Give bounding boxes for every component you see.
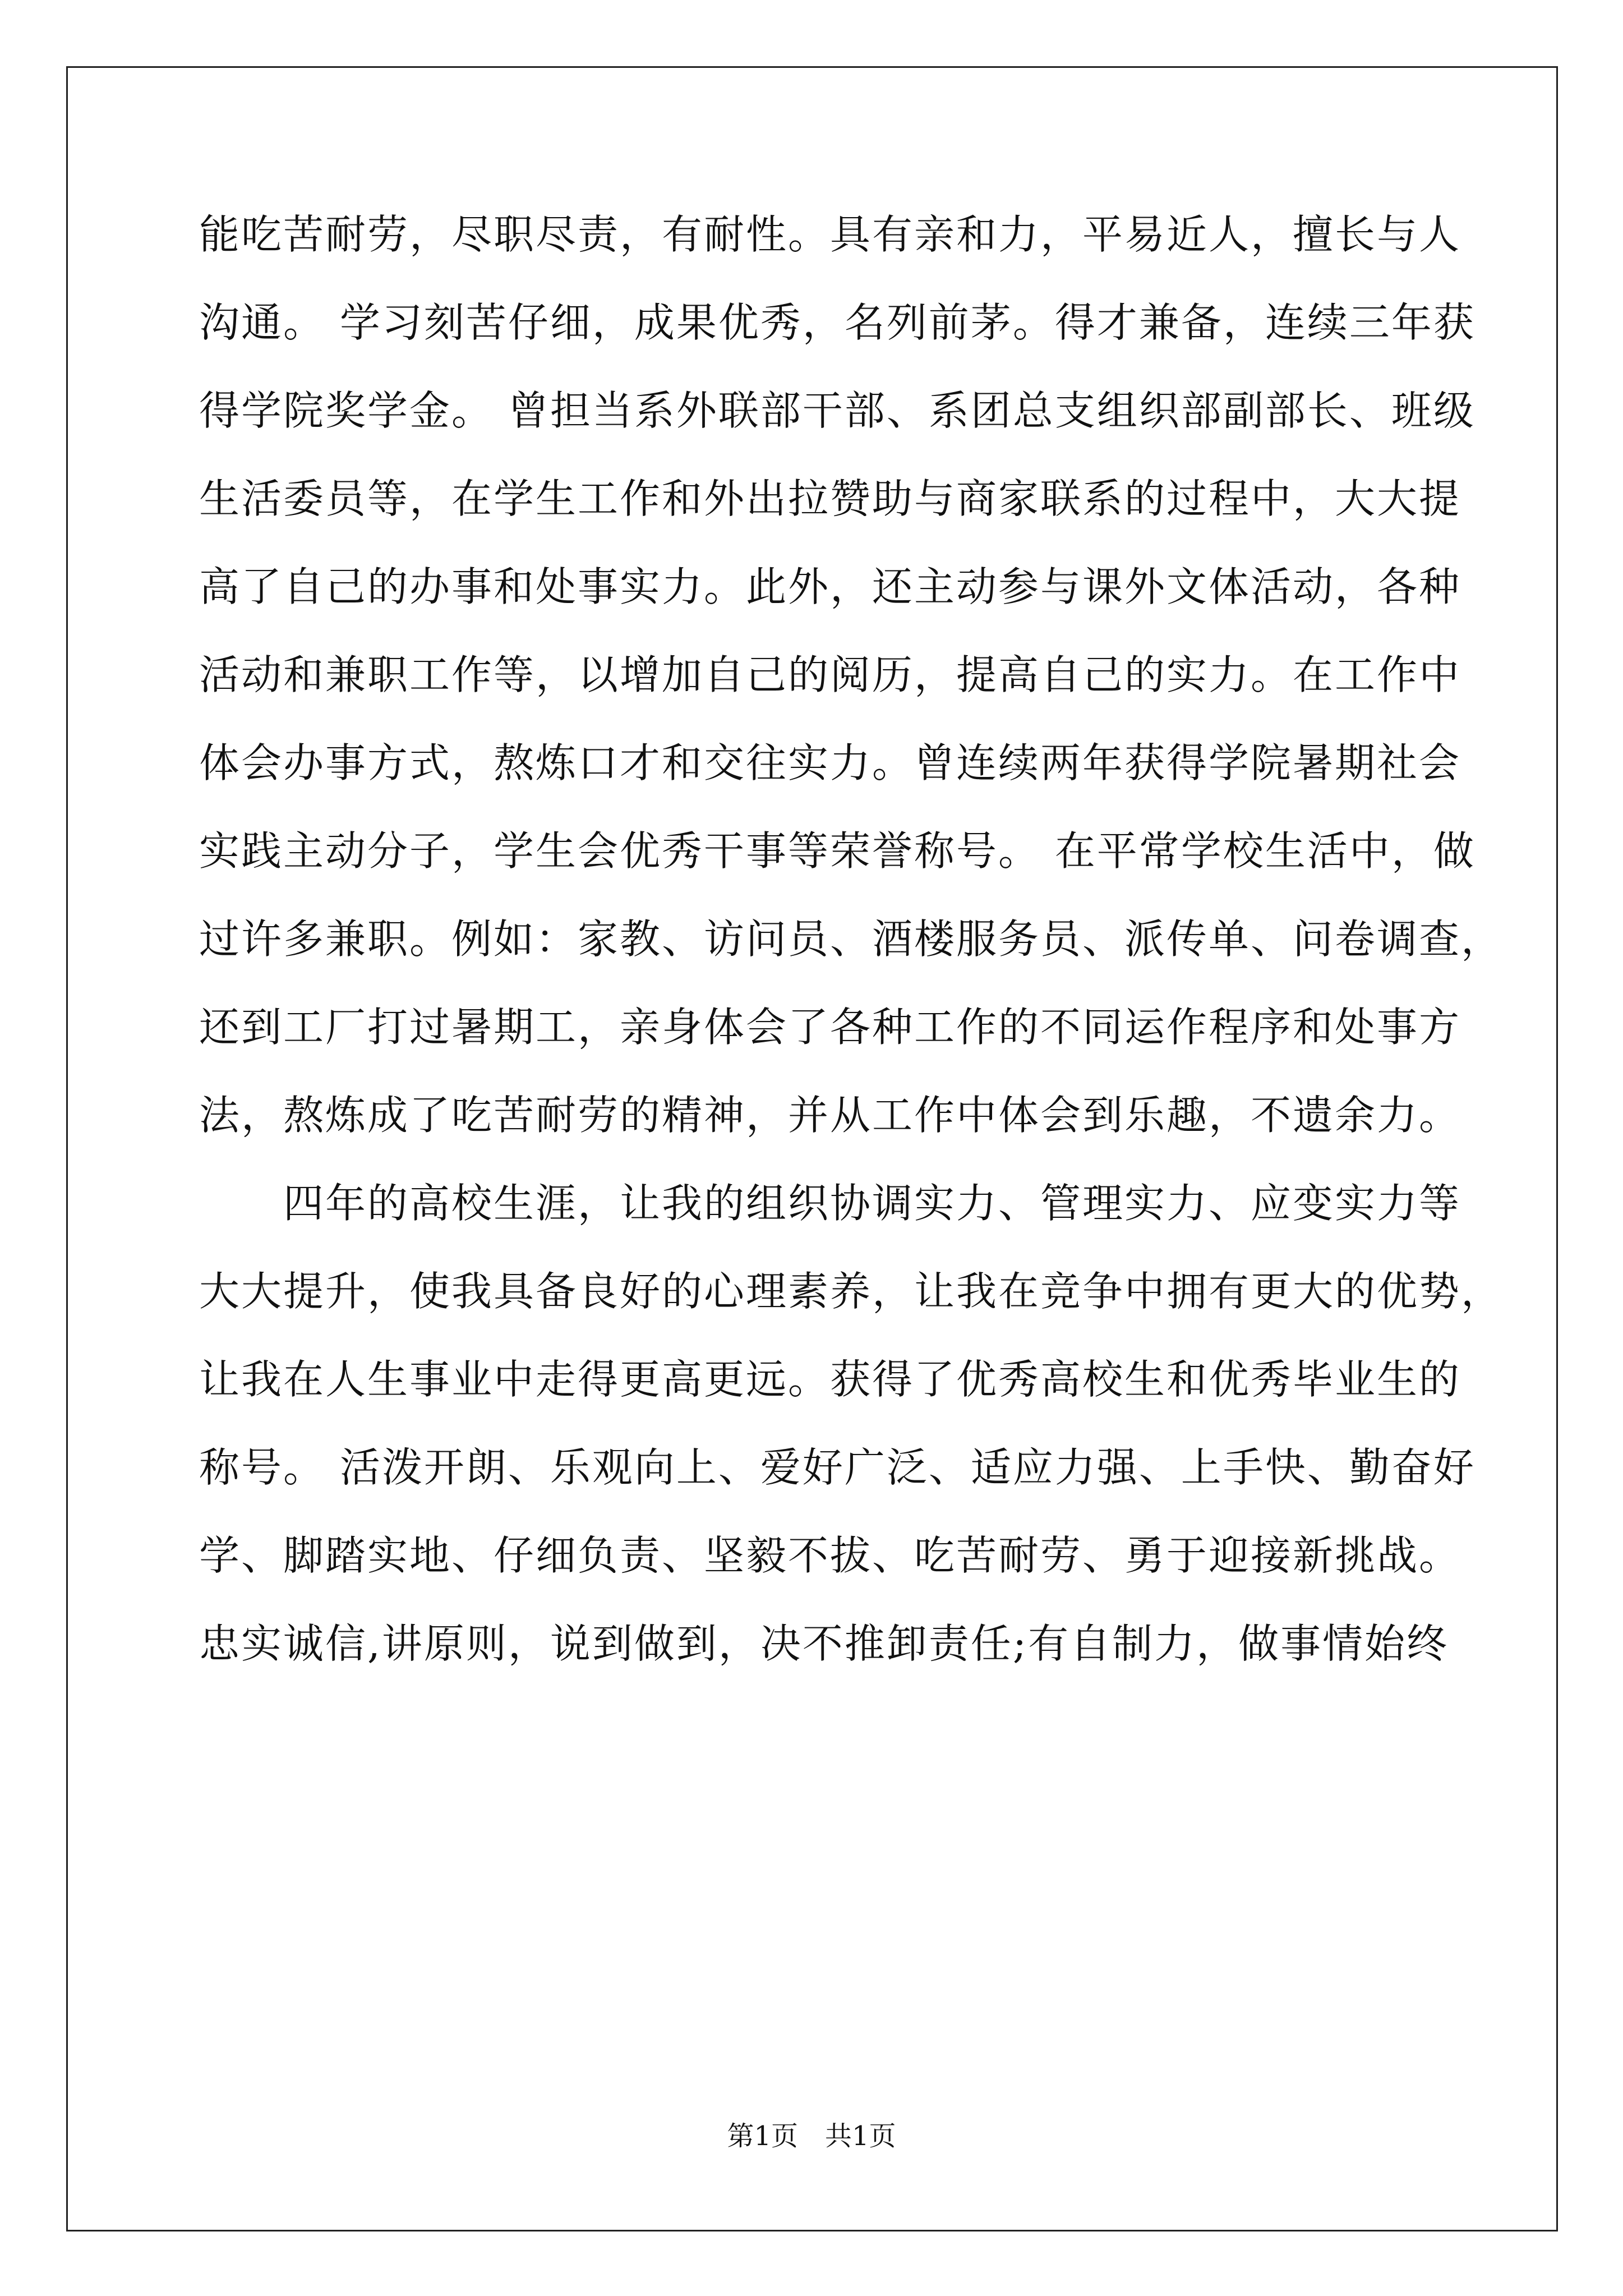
paragraph-line: 生活委员等，在学生工作和外出拉赞助与商家联系的过程中，大大提 (199, 475, 1461, 522)
paragraph-first-line: 四年的高校生涯，让我的组织协调实力、管理实力、应变实力等 (283, 1180, 1461, 1227)
paragraph-line: 沟通。 学习刻苦仔细，成果优秀，名列前茅。得才兼备，连续三年获 (199, 299, 1476, 346)
paragraph-line: 体会办事方式，熬炼口才和交往实力。曾连续两年获得学院暑期社会 (199, 739, 1461, 786)
paragraph-line: 法，熬炼成了吃苦耐劳的精神，并从工作中体会到乐趣，不遗余力。 (199, 1092, 1461, 1139)
paragraph-line: 称号。 活泼开朗、乐观向上、爱好广泛、适应力强、上手快、勤奋好 (199, 1444, 1476, 1491)
paragraph-line: 忠实诚信,讲原则，说到做到，决不推卸责任;有自制力，做事情始终 (199, 1620, 1449, 1667)
paragraph-line: 高了自己的办事和处事实力。此外，还主动参与课外文体活动，各种 (199, 563, 1461, 610)
paragraph-line: 学、脚踏实地、仔细负责、坚毅不拔、吃苦耐劳、勇于迎接新挑战。 (199, 1532, 1461, 1579)
paragraph-line: 能吃苦耐劳，尽职尽责，有耐性。具有亲和力，平易近人，擅长与人 (199, 211, 1461, 258)
paragraph-line: 大大提升，使我具备良好的心理素养，让我在竞争中拥有更大的优势， (199, 1268, 1504, 1315)
paragraph-line: 活动和兼职工作等，以增加自己的阅历，提高自己的实力。在工作中 (199, 651, 1461, 698)
paragraph-line: 让我在人生事业中走得更高更远。获得了优秀高校生和优秀毕业生的 (199, 1356, 1461, 1403)
paragraph-line: 实践主动分子，学生会优秀干事等荣誉称号。 在平常学校生活中，做 (199, 827, 1476, 875)
page-footer: 第1页 共1页 (727, 2120, 896, 2152)
paragraph-line: 还到工厂打过暑期工，亲身体会了各种工作的不同运作程序和处事方 (199, 1004, 1461, 1051)
paragraph-line: 得学院奖学金。 曾担当系外联部干部、系团总支组织部副部长、班级 (199, 387, 1476, 434)
paragraph-line: 过许多兼职。例如：家教、访问员、酒楼服务员、派传单、问卷调查， (199, 915, 1504, 963)
